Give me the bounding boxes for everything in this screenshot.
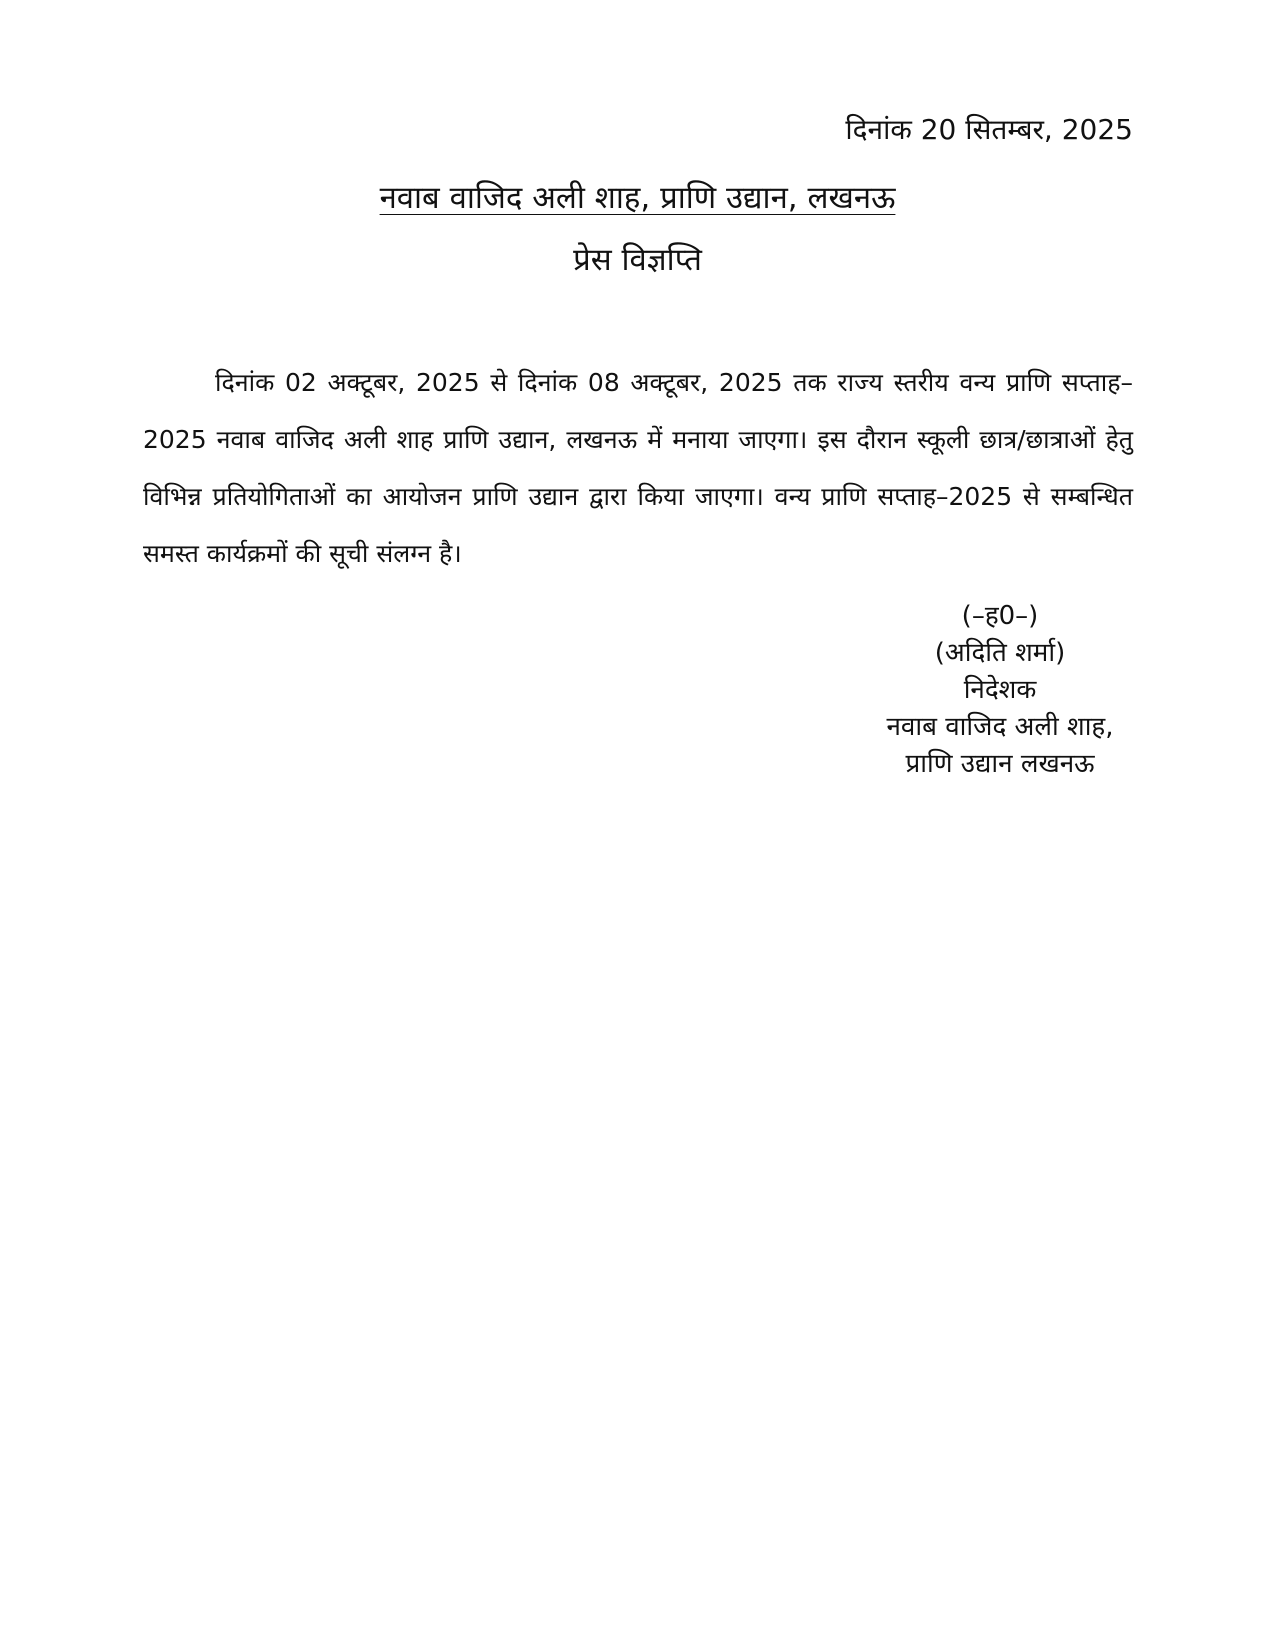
body-paragraph: दिनांक 02 अक्टूबर, 2025 से दिनांक 08 अक्टूबर, 2025 तक राज्य स्तरीय वन्य प्राणि सप्ताह–2025 नवाब वाजिद अली शाह प्राणि उद्यान, लखनऊ में मनाया जाएगा। इस दौरान स्कूली छात्र/छात्राओं हेतु विभिन्न प्रतियोगिताओं का आयोजन प्राणि उद्यान द्वारा किया जाएगा। वन्य प्राणि सप्ताह–2025 से सम्बन्धित समस्त कार्यक्रमों की सूची संलग्न है। [143, 368, 1133, 568]
organization-title-text: नवाब वाजिद अली शाह, प्राणि उद्यान, लखनऊ [379, 180, 896, 216]
signatory-org-line2: प्राणि उद्यान लखनऊ [905, 749, 1095, 779]
organization-title [0, 178, 1275, 218]
document-heading: प्रेस विज्ञप्ति [573, 242, 702, 278]
signature-block [870, 598, 1130, 783]
signatory-designation: निदेशक [963, 675, 1037, 705]
signed-mark: (–ह0–) [961, 601, 1039, 631]
date-line: दिनांक 20 सितम्बर, 2025 [845, 113, 1133, 146]
signatory-name: (अदिति शर्मा) [934, 638, 1066, 668]
signatory-org-line1: नवाब वाजिद अली शाह, [886, 712, 1114, 742]
